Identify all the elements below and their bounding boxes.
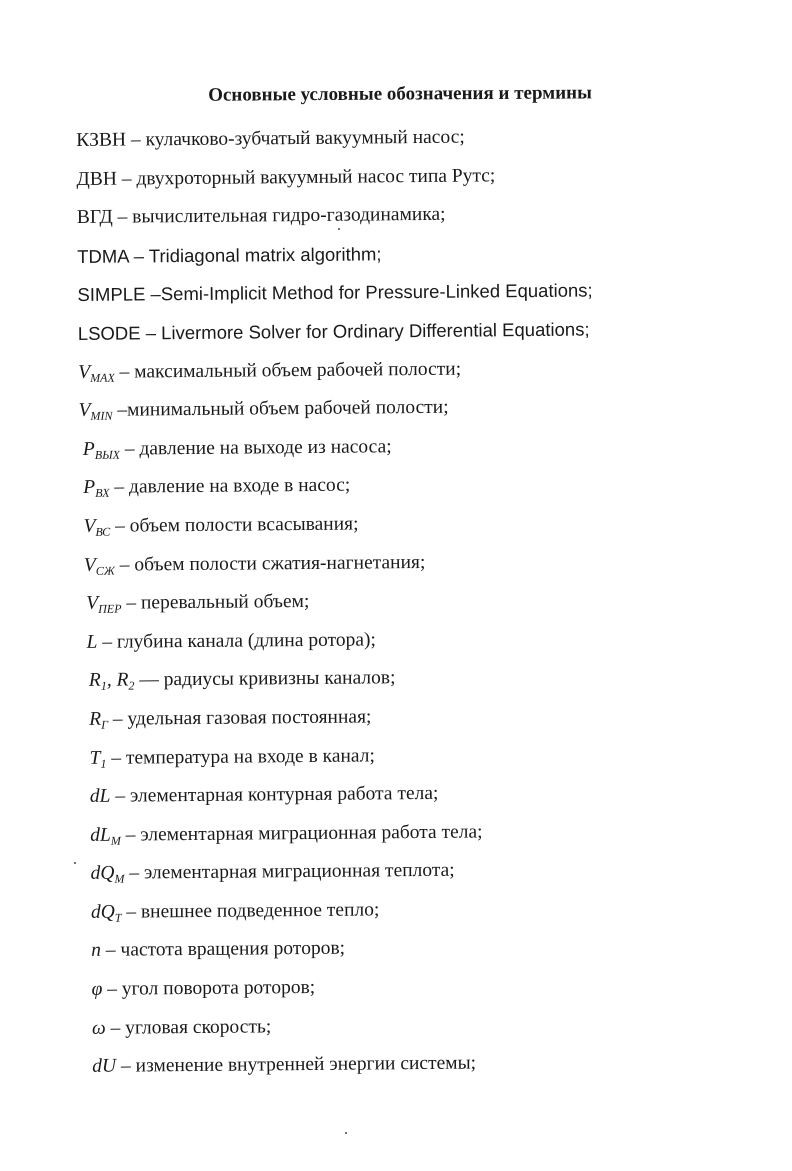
list-item [79,464,739,508]
definition: – давление на входе в насос; [109,474,351,499]
symbol-subscript: ВЫХ [94,447,121,462]
symbol: dL [90,824,111,846]
scan-speck [345,1132,347,1134]
list-item [81,657,741,701]
term: TDMA [77,245,129,267]
list-item [81,734,741,778]
symbol: R [89,708,102,730]
symbol-subscript: Г [101,717,109,732]
definition: – элементарная миграционная теплота; [124,860,455,884]
list-item [78,386,738,430]
symbol: n [91,940,102,962]
symbol-subscript: T [114,910,122,925]
symbol-subscript: 1 [100,756,107,771]
definition: – кулачково-зубчатый вакуумный насос; [125,126,465,151]
symbol: P [82,438,95,460]
list-item [82,849,742,893]
definition: – глубина канала (длина ротора); [97,629,377,653]
symbol-subscript: ВС [95,524,111,539]
definition: – угол поворота роторов; [102,977,316,1000]
definition: – перевальный объем; [121,591,310,614]
list-item [83,888,743,932]
list-item [78,309,738,353]
definition: – объем полости всасывания; [110,513,359,537]
term: LSODE [77,322,141,344]
definition: – двухроторный вакуумный насос типа Рутс; [116,164,496,190]
term: ДВН [76,168,117,190]
symbol-subscript: MIN [90,408,113,424]
list-item [78,348,738,392]
definition: – угловая скорость; [105,1015,272,1039]
definition: – вычислительная гидро-газодинамика; [112,203,446,228]
symbol: R [88,670,101,692]
definition: – внешнее подведенное тепло; [121,899,380,923]
symbol: V [83,554,96,576]
list-item [81,695,741,739]
list-item [80,579,740,623]
definition: – удельная газовая постоянная; [107,706,372,730]
list-item [80,541,740,585]
symbol-subscript: 2 [128,678,135,693]
symbol: T [89,747,101,769]
definition: – Tridiagonal matrix algorithm; [128,243,382,267]
list-item [77,193,737,237]
symbol: P [83,477,96,499]
symbol-subscript: ВХ [95,486,110,501]
list-item [83,927,743,971]
list-item [80,618,740,662]
symbol-subscript: M [114,871,125,886]
definition: – элементарная миграционная работа тела; [120,821,483,846]
symbol-subscript: MAX [90,370,115,385]
symbol: dQ [90,862,115,885]
list-item [83,965,743,1009]
definition: – изменение внутренней энергии системы; [115,1052,477,1077]
definition: –минимальный объем рабочей полости; [112,396,449,421]
list-item [84,1042,744,1086]
term: SIMPLE [77,283,146,306]
list-item [79,425,739,469]
definition: — радиусы кривизны каналов; [134,667,396,691]
definition: – давление на выходе из насоса; [119,436,392,460]
symbol: V [78,400,91,422]
list-item [77,271,737,315]
definition: – частота вращения роторов; [100,938,346,962]
list-item [76,155,736,199]
definition: – элементарная контурная работа тела; [110,782,439,807]
list-item [82,772,742,816]
symbol-separator: , [106,669,117,692]
list-item [79,502,739,546]
terms-list [76,116,744,1087]
definition: – объем полости сжатия-нагнетания; [114,551,426,576]
list-item [82,811,742,855]
symbol: dL [89,785,111,807]
scan-speck [338,228,340,230]
page-title: Основные условные обозначения и термины [208,82,592,106]
symbol: R [116,669,129,691]
scan-speck [74,862,76,864]
symbol: dQ [90,901,115,923]
list-item [77,232,737,276]
definition: –Semi-Implicit Method for Pressure-Linked Equations; [145,279,593,305]
symbol-subscript: ПЕР [98,601,122,616]
symbol-subscript: M [110,833,121,848]
term: ВГД [76,206,113,229]
symbol: ω [91,1017,106,1039]
list-item [84,1004,744,1048]
symbol-subscript: 1 [100,679,107,694]
symbol: V [83,515,96,537]
list-item [76,116,736,160]
symbol-subscript: СЖ [95,563,115,578]
definition: – максимальный объем рабочей полости; [114,358,462,383]
symbol: L [86,631,98,653]
symbol: V [86,592,99,615]
symbol: V [78,361,91,383]
symbol: φ [91,978,103,1000]
symbol: dU [92,1055,117,1078]
definition: – Livermore Solver for Ordinary Differential Equations; [140,318,590,344]
term: КЗВН [76,129,127,151]
definition: – температура на входе в канал; [106,744,375,769]
